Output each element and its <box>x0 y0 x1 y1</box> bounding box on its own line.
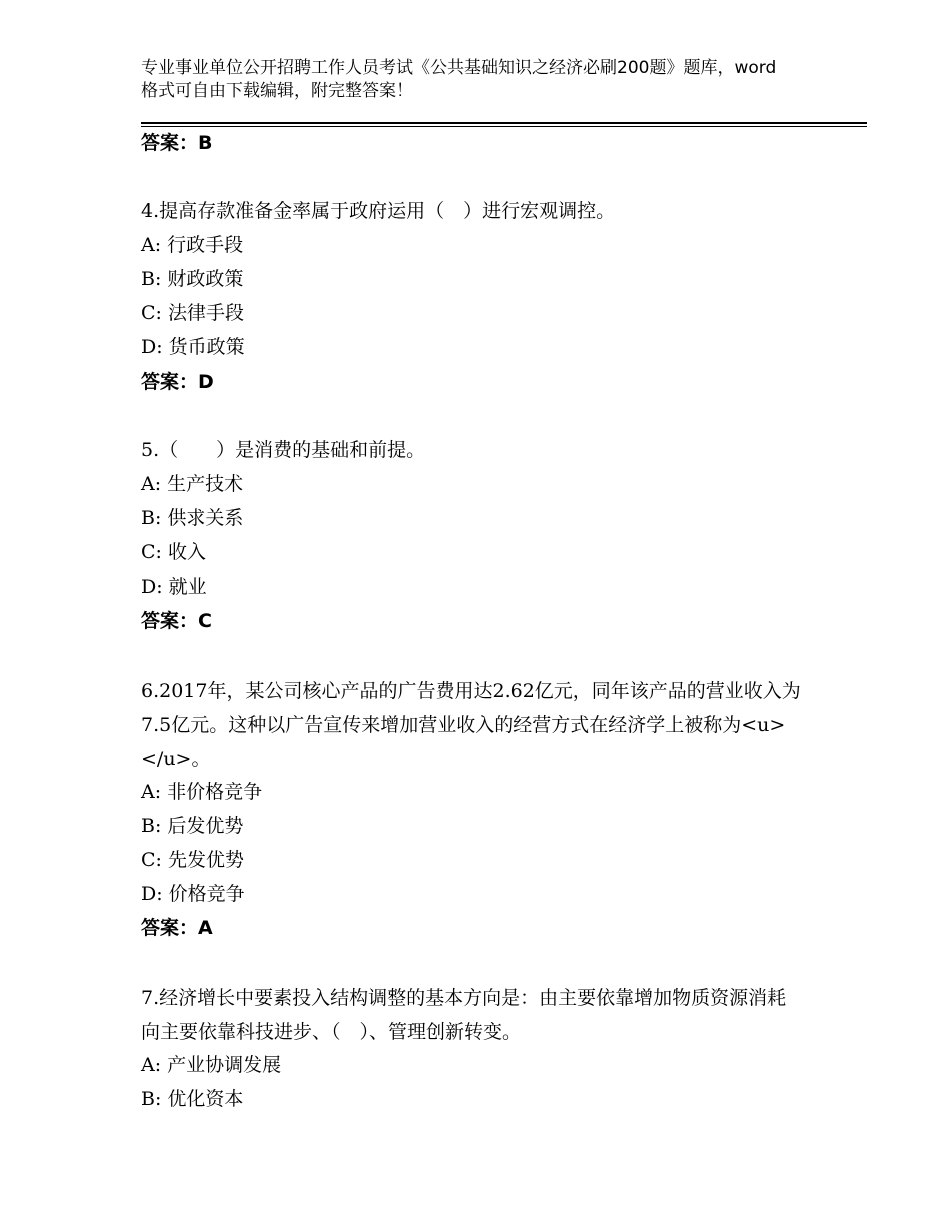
option-4a: A: 行政手段 <box>141 234 244 256</box>
header-rule-thin <box>141 126 867 127</box>
option-4c: C: 法律手段 <box>141 302 244 324</box>
question-6: 6.2017年，某公司核心产品的广告费用达2.62亿元，同年该产品的营业收入为7.5亿元。这种以广告宣传来增加营业收入的经营方式在经济学上被称为<u> </u>。 <box>141 680 862 770</box>
option-4b: B: 财政政策 <box>141 268 244 290</box>
question-7: 7.经济增长中要素投入结构调整的基本方向是：由主要依靠增加物质资源消耗向主要依靠科技进步、（ ）、管理创新转变。 <box>141 987 787 1043</box>
option-6a: A: 非价格竞争 <box>141 781 263 803</box>
option-7a: A: 产业协调发展 <box>141 1054 282 1076</box>
option-4d: D: 货币政策 <box>141 336 245 358</box>
question-5: 5.（ ）是消费的基础和前提。 <box>141 439 426 461</box>
option-7b: B: 优化资本 <box>141 1088 244 1110</box>
answer-4: 答案：D <box>141 371 214 393</box>
page-header: 专业事业单位公开招聘工作人员考试《公共基础知识之经济必刷200题》题库，word格式可自由下载编辑，附完整答案！ <box>141 58 777 101</box>
answer-3: 答案：B <box>141 132 213 154</box>
answer-6: 答案：A <box>141 917 213 939</box>
option-5b: B: 供求关系 <box>141 507 244 529</box>
option-6b: B: 后发优势 <box>141 815 244 837</box>
option-6c: C: 先发优势 <box>141 849 244 871</box>
header-rule-thick <box>141 122 867 124</box>
answer-5: 答案：C <box>141 610 212 632</box>
option-6d: D: 价格竞争 <box>141 883 245 905</box>
option-5d: D: 就业 <box>141 576 207 598</box>
option-5a: A: 生产技术 <box>141 473 244 495</box>
option-5c: C: 收入 <box>141 541 206 563</box>
question-4: 4.提高存款准备金率属于政府运用（ ）进行宏观调控。 <box>141 200 616 222</box>
